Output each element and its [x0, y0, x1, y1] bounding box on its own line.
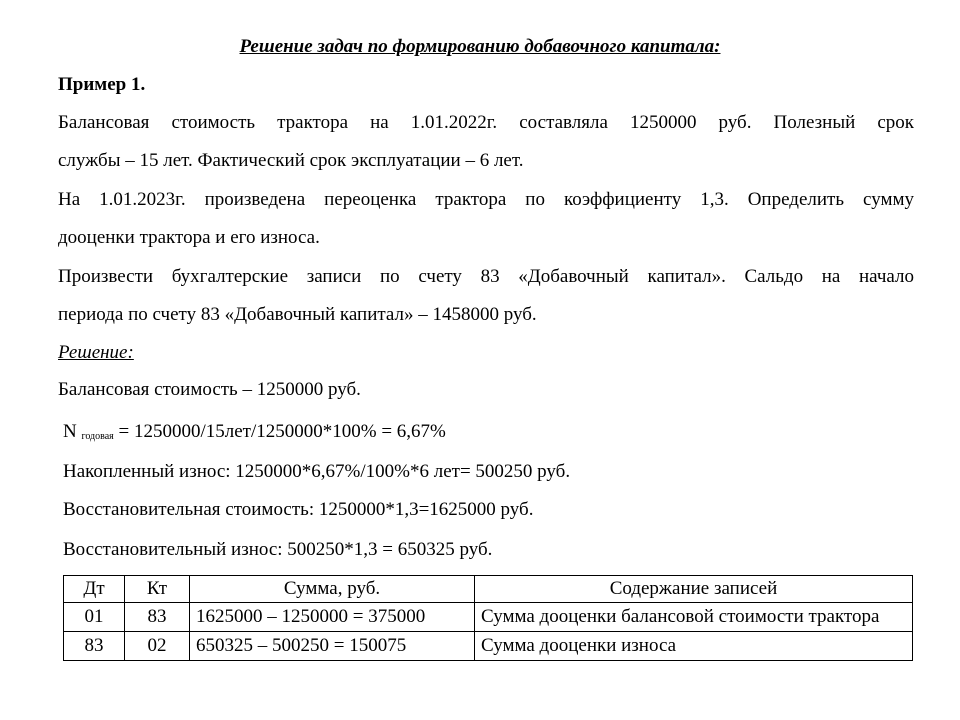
header-credit: Кт — [125, 576, 190, 603]
header-debit: Дт — [64, 576, 125, 603]
document-title: Решение задач по формированию добавочного капитала: — [239, 36, 721, 57]
norm-symbol: N — [63, 421, 77, 442]
norm-subscript: годовая — [81, 431, 114, 442]
cell-debit: 01 — [64, 603, 125, 632]
accumulated-depreciation-line: Накопленный износ: 1250000*6,67%/100%*6 лет= 500250 руб. — [63, 461, 571, 482]
cell-debit: 83 — [64, 632, 125, 661]
table-row — [64, 632, 913, 661]
paragraph-3-line-1: Произвести бухгалтерские записи по счету 83 «Добавочный капитал». Сальдо на начало — [58, 266, 914, 287]
cell-credit: 02 — [125, 632, 190, 661]
solution-heading: Решение: — [58, 342, 134, 363]
paragraph-1-line-1: Балансовая стоимость трактора на 1.01.2022г. составляла 1250000 руб. Полезный срок — [58, 112, 914, 133]
header-description: Содержание записей — [475, 576, 913, 603]
cell-credit: 83 — [125, 603, 190, 632]
replacement-cost-line: Восстановительная стоимость: 1250000*1,3=1625000 руб. — [63, 499, 534, 520]
cell-amount: 1625000 – 1250000 = 375000 — [190, 603, 475, 632]
table-header-row — [64, 576, 913, 603]
norm-formula: = 1250000/15лет/1250000*100% = 6,67% — [118, 421, 446, 442]
cell-description: Сумма дооценки износа — [475, 632, 913, 661]
cell-amount: 650325 – 500250 = 150075 — [190, 632, 475, 661]
paragraph-2-line-2: дооценки трактора и его износа. — [58, 227, 320, 248]
depreciation-norm-line — [63, 420, 446, 449]
paragraph-2-line-1: На 1.01.2023г. произведена переоценка трактора по коэффициенту 1,3. Определить сумму — [58, 189, 914, 210]
paragraph-3-line-2: периода по счету 83 «Добавочный капитал» – 1458000 руб. — [58, 304, 537, 325]
header-amount: Сумма, руб. — [190, 576, 475, 603]
cell-description: Сумма дооценки балансовой стоимости трактора — [475, 603, 913, 632]
journal-entries-table — [63, 575, 913, 661]
paragraph-1-line-2: службы – 15 лет. Фактический срок эксплуатации – 6 лет. — [58, 150, 524, 171]
replacement-depreciation-line: Восстановительный износ: 500250*1,3 = 650325 руб. — [63, 539, 493, 560]
book-value-line: Балансовая стоимость – 1250000 руб. — [58, 379, 361, 400]
table-row — [64, 603, 913, 632]
example-heading: Пример 1. — [58, 74, 146, 95]
